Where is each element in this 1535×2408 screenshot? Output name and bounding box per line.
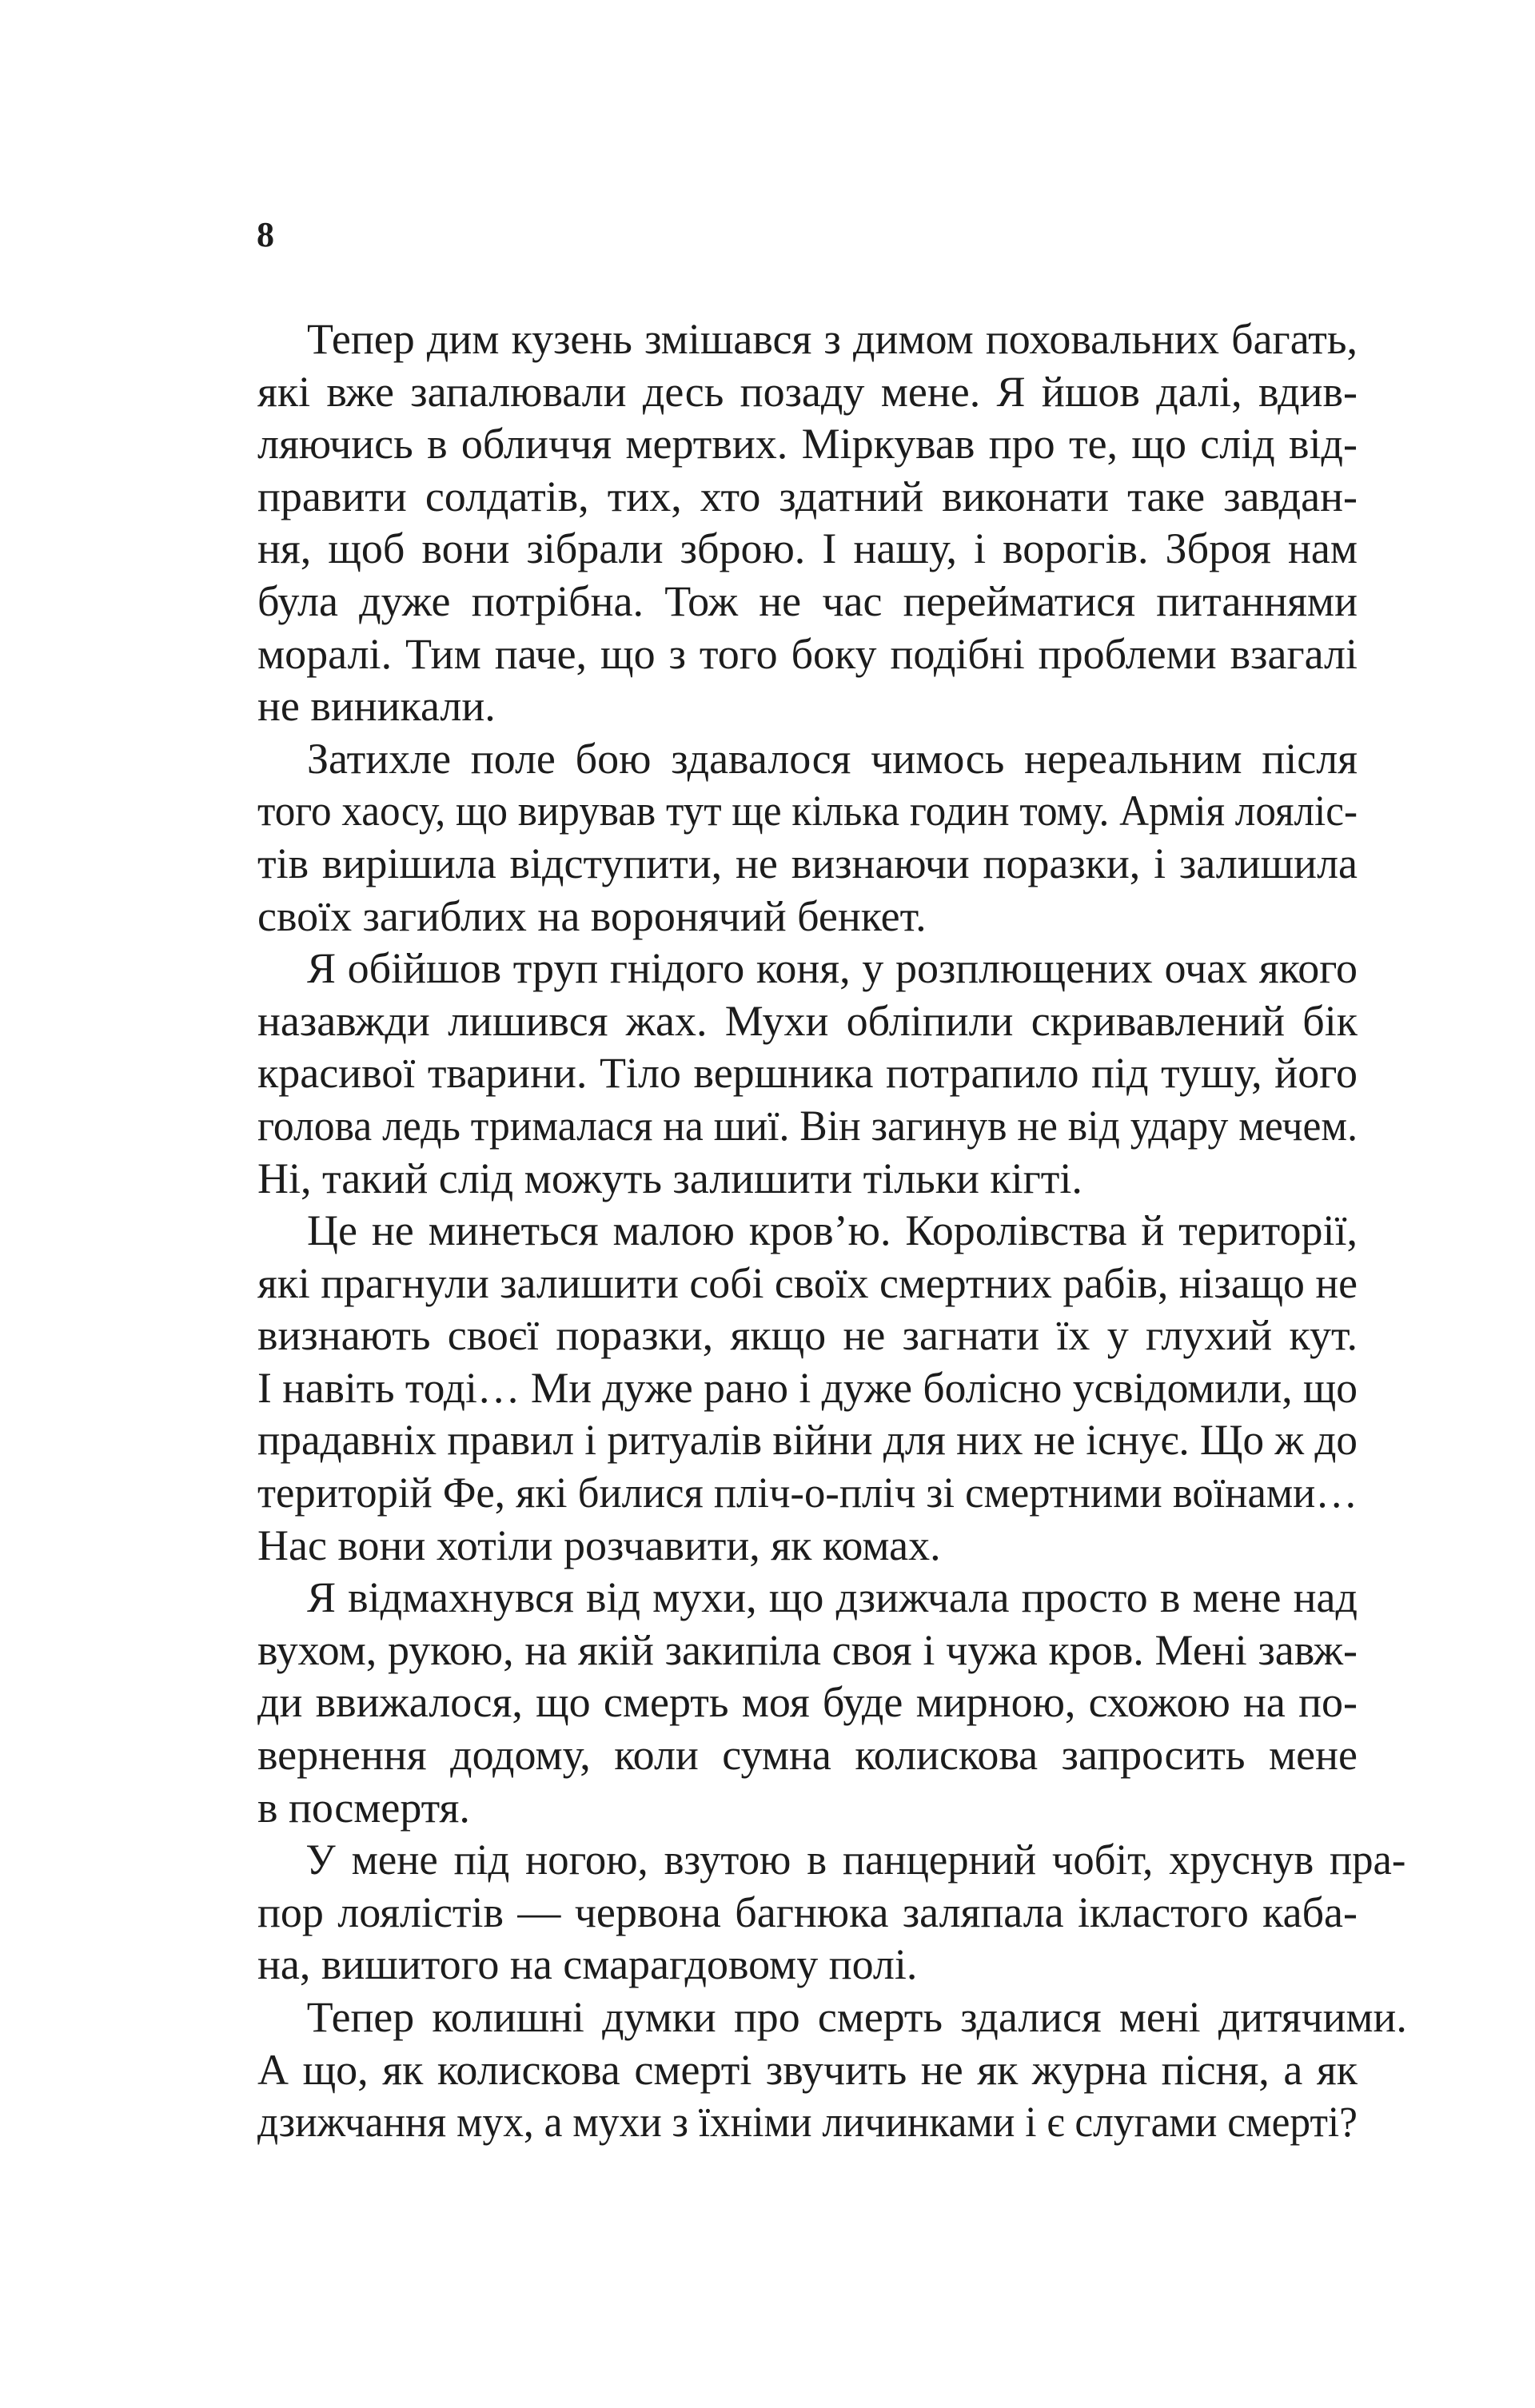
paragraph-1 [257,313,1358,733]
text-line: вернення додому, коли сумна колискова запросить мене [257,1731,1358,1780]
text-line: Я відмахнувся від мухи, що дзижчала просто в мене над [307,1573,1358,1622]
text-line: на, вишитого на смарагдовому полі. [257,1940,918,1989]
text-line: які вже запалювали десь позаду мене. Я йшов далі, вдив- [257,367,1358,416]
page-number: 8 [257,215,274,254]
text-line: ди ввижалося, що смерть моя буде мирною, схожою на по- [257,1678,1358,1727]
text-line: А що, як колискова смерті звучить не як журна пісня, а як [257,2045,1358,2094]
text-line: дзижчання мух, а мухи з їхніми личинками і є слугами смерті? [257,2098,1358,2147]
text-line: красивої тварини. Тіло вершника потрапило під тушу, його [257,1049,1358,1098]
text-line: Тепер дим кузень змішався з димом поховальних багать, [307,315,1358,363]
paragraph-7 [257,1991,1407,2149]
paragraph-4 [257,1205,1358,1572]
text-line: моралі. Тим паче, що з того боку подібні проблеми взагалі [257,629,1358,678]
text-line: пор лоялістів — червона багнюка заляпала ікластого каба- [257,1888,1358,1936]
text-line: які прагнули залишити собі своїх смертних рабів, нізащо не [257,1258,1358,1307]
text-line: була дуже потрібна. Тож не час перейматися питаннями [257,576,1358,625]
text-line: Я обійшов труп гнідого коня, у розплющених очах якого [307,944,1358,993]
text-line: назавжди лишився жах. Мухи обліпили скривавлений бік [257,996,1358,1045]
text-line: голова ледь трималася на шиї. Він загинув не від удару мечем. [257,1101,1358,1150]
text-line: Ні, такий слід можуть залишити тільки кігті. [257,1154,1082,1202]
text-line: Затихле поле бою здавалося чимось нереальним після [307,734,1358,783]
text-line: правити солдатів, тих, хто здатний виконати таке завдан- [257,472,1358,520]
text-line: не виникали. [257,682,496,731]
text-line: ня, щоб вони зібрали зброю. І нашу, і ворогів. Зброя нам [257,524,1358,573]
text-line: територій Фе, які билися пліч-о-пліч зі смертними воїнами… [257,1469,1358,1517]
text-line: Нас вони хотіли розчавити, як комах. [257,1521,941,1569]
text-line: тів вирішила відступити, не визнаючи поразки, і залишила [257,839,1358,887]
paragraph-5 [257,1572,1358,1834]
text-line: прадавніх правил і ритуалів війни для них не існує. Що ж до [257,1416,1358,1465]
text-line: Тепер колишні думки про смерть здалися мені дитячими. [306,1993,1407,2041]
body-text [257,313,1407,2149]
text-line: своїх загиблих на воронячий бенкет. [257,891,927,940]
text-line: в посмертя. [257,1783,470,1832]
text-line: вухом, рукою, на якій закипіла своя і чужа кров. Мені завж- [257,1625,1358,1674]
text-line: Це не минеться малою кров’ю. Королівства й території, [307,1206,1358,1255]
text-line: ляючись в обличчя мертвих. Міркував про те, що слід від- [257,420,1358,468]
paragraph-6 [257,1834,1406,1991]
text-line: У мене під ногою, взутою в панцерний чобіт, хруснув пра- [305,1836,1406,1884]
text-line: визнають своєї поразки, якщо не загнати їх у глухий кут. [257,1311,1358,1360]
text-line: того хаосу, що вирував тут ще кілька годин тому. Армія лояліс- [257,787,1358,835]
paragraph-3 [257,943,1358,1205]
text-line: І навіть тоді… Ми дуже рано і дуже болісно усвідомили, що [257,1363,1358,1412]
paragraph-2 [257,733,1358,943]
